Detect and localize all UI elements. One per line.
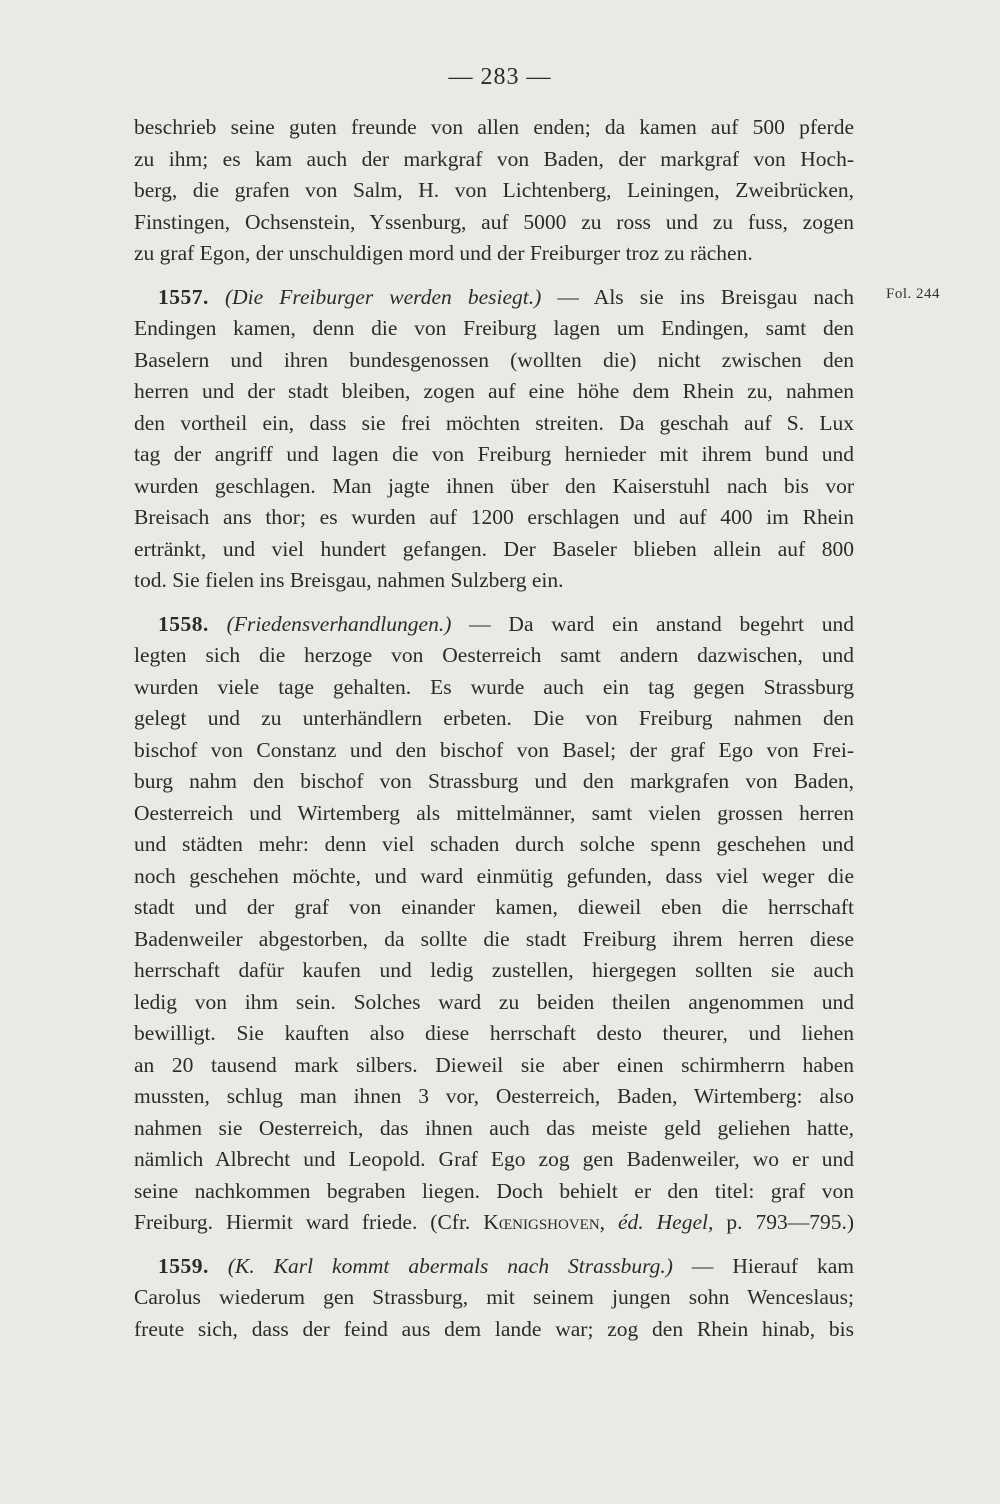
section-first-line bbox=[134, 1251, 854, 1283]
text-line: wurden geschlagen. Man jagte ihnen über den Kaiserstuhl nach bis vor bbox=[134, 473, 854, 498]
text-fragment: Freiburg. Hiermit ward friede. (Cfr. bbox=[134, 1210, 471, 1234]
text-line: an 20 tausend mark silbers. Dieweil sie aber einen schirmherrn haben bbox=[134, 1052, 854, 1077]
text-line: herren und der stadt bleiben, zogen auf eine höhe dem Rhein zu, nahmen bbox=[134, 379, 854, 403]
citation-pages: p. 793—795.) bbox=[726, 1210, 854, 1234]
text-line: tag der angriff und lagen die von Freiburg hernieder mit ihrem bund und bbox=[134, 442, 854, 466]
section-year: 1559. bbox=[158, 1253, 209, 1278]
section-1557 bbox=[134, 282, 854, 597]
text-line: zu ihm; es kam auch der markgraf von Baden, der markgraf von Hoch- bbox=[134, 146, 854, 171]
text-line: Breisach ans thor; es wurden auf 1200 erschlagen und auf 400 im Rhein bbox=[134, 505, 854, 529]
text-line: Carolus wiederum gen Strassburg, mit seinem jungen sohn Wenceslaus; bbox=[134, 1285, 854, 1309]
text-line: burg nahm den bischof von Strassburg und den markgrafen von Baden, bbox=[134, 769, 854, 793]
section-heading: (Die Freiburger werden besiegt.) bbox=[224, 284, 542, 309]
text-line: gelegt und zu unterhändlern erbeten. Die von Freiburg nahmen den bbox=[134, 706, 854, 730]
text-line: tod. Sie fielen ins Breisgau, nahmen Sulzberg ein. bbox=[134, 568, 564, 592]
text-line: Baselern und ihren bundesgenossen (wollten die) nicht zwischen den bbox=[134, 347, 854, 372]
text-line: freute sich, dass der feind aus dem lande war; zog den Rhein hinab, bis bbox=[134, 1316, 854, 1341]
text-line: stadt und der graf von einander kamen, dieweil eben die herrschaft bbox=[134, 895, 854, 919]
text-line: zu graf Egon, der unschuldigen mord und der Freiburger troz zu rächen. bbox=[134, 241, 753, 265]
section-heading: (Friedensverhandlungen.) bbox=[226, 611, 452, 636]
text-line: seine nachkommen begraben liegen. Doch behielt er den titel: graf von bbox=[134, 1178, 854, 1203]
text-line: legten sich die herzoge von Oesterreich samt andern dazwischen, und bbox=[134, 643, 854, 667]
text-fragment: — Hierauf kam bbox=[691, 1253, 854, 1278]
text-fragment: — Da ward ein anstand begehrt und bbox=[469, 611, 855, 636]
text-line: berg, die grafen von Salm, H. von Lichtenberg, Leiningen, Zweibrücken, bbox=[134, 178, 854, 202]
text-line: herrschaft dafür kaufen und ledig zustellen, hiergegen sollten sie auch bbox=[134, 958, 854, 982]
text-line: Badenweiler abgestorben, da sollte die stadt Freiburg ihrem herren diese bbox=[134, 926, 854, 951]
text-line: bewilligt. Sie kauften also diese herrschaft desto theurer, und liehen bbox=[134, 1021, 854, 1045]
text-line: nahmen sie Oesterreich, das ihnen auch das meiste geld geliehen hatte, bbox=[134, 1115, 854, 1140]
section-1559 bbox=[134, 1251, 854, 1346]
section-heading: (K. Karl kommt abermals nach Strassburg.) bbox=[227, 1253, 673, 1278]
text-line: wurden viele tage gehalten. Es wurde auch ein tag gegen Strassburg bbox=[134, 674, 854, 699]
text-line: und städten mehr: denn viel schaden durch solche spenn geschehen und bbox=[134, 832, 854, 856]
section-first-line bbox=[134, 282, 854, 314]
text-line: ertränkt, und viel hundert gefangen. Der Baseler blieben allein auf 800 bbox=[134, 536, 854, 561]
text-line: Endingen kamen, denn die von Freiburg lagen um Endingen, samt den bbox=[134, 316, 854, 340]
text-fragment: — Als sie ins Breisgau nach bbox=[557, 284, 855, 309]
text-line: nämlich Albrecht und Leopold. Graf Ego zog gen Badenweiler, wo er und bbox=[134, 1147, 854, 1171]
section-year: 1558. bbox=[158, 611, 209, 636]
text-line: mussten, schlug man ihnen 3 vor, Oesterreich, Baden, Wirtemberg: also bbox=[134, 1084, 854, 1108]
body-text bbox=[134, 112, 854, 1345]
text-line: Finstingen, Ochsenstein, Yssenburg, auf 5000 zu ross und zu fuss, zogen bbox=[134, 209, 854, 234]
section-first-line bbox=[134, 609, 854, 641]
citation-author: Kœnigshoven, bbox=[483, 1210, 606, 1234]
citation-line bbox=[134, 1207, 854, 1239]
margin-note-folio: Fol. 244 bbox=[886, 286, 941, 302]
text-line: ledig von ihm sein. Solches ward zu beiden theilen angenommen und bbox=[134, 989, 854, 1014]
intro-paragraph bbox=[134, 112, 854, 270]
text-line: beschrieb seine guten freunde von allen enden; da kamen auf 500 pferde bbox=[134, 115, 854, 139]
section-year: 1557. bbox=[158, 284, 209, 309]
text-line: bischof von Constanz und den bischof von Basel; der graf Ego von Frei- bbox=[134, 737, 854, 762]
page-number: — 283 — bbox=[448, 64, 552, 90]
text-line: Oesterreich und Wirtemberg als mittelmänner, samt vielen grossen herren bbox=[134, 800, 854, 825]
text-line: den vortheil ein, dass sie frei möchten streiten. Da geschah auf S. Lux bbox=[134, 410, 854, 435]
citation-edition: éd. Hegel, bbox=[618, 1210, 714, 1234]
section-1558 bbox=[134, 609, 854, 1239]
text-line: noch geschehen möchte, und ward einmütig gefunden, dass viel weger die bbox=[134, 863, 854, 888]
